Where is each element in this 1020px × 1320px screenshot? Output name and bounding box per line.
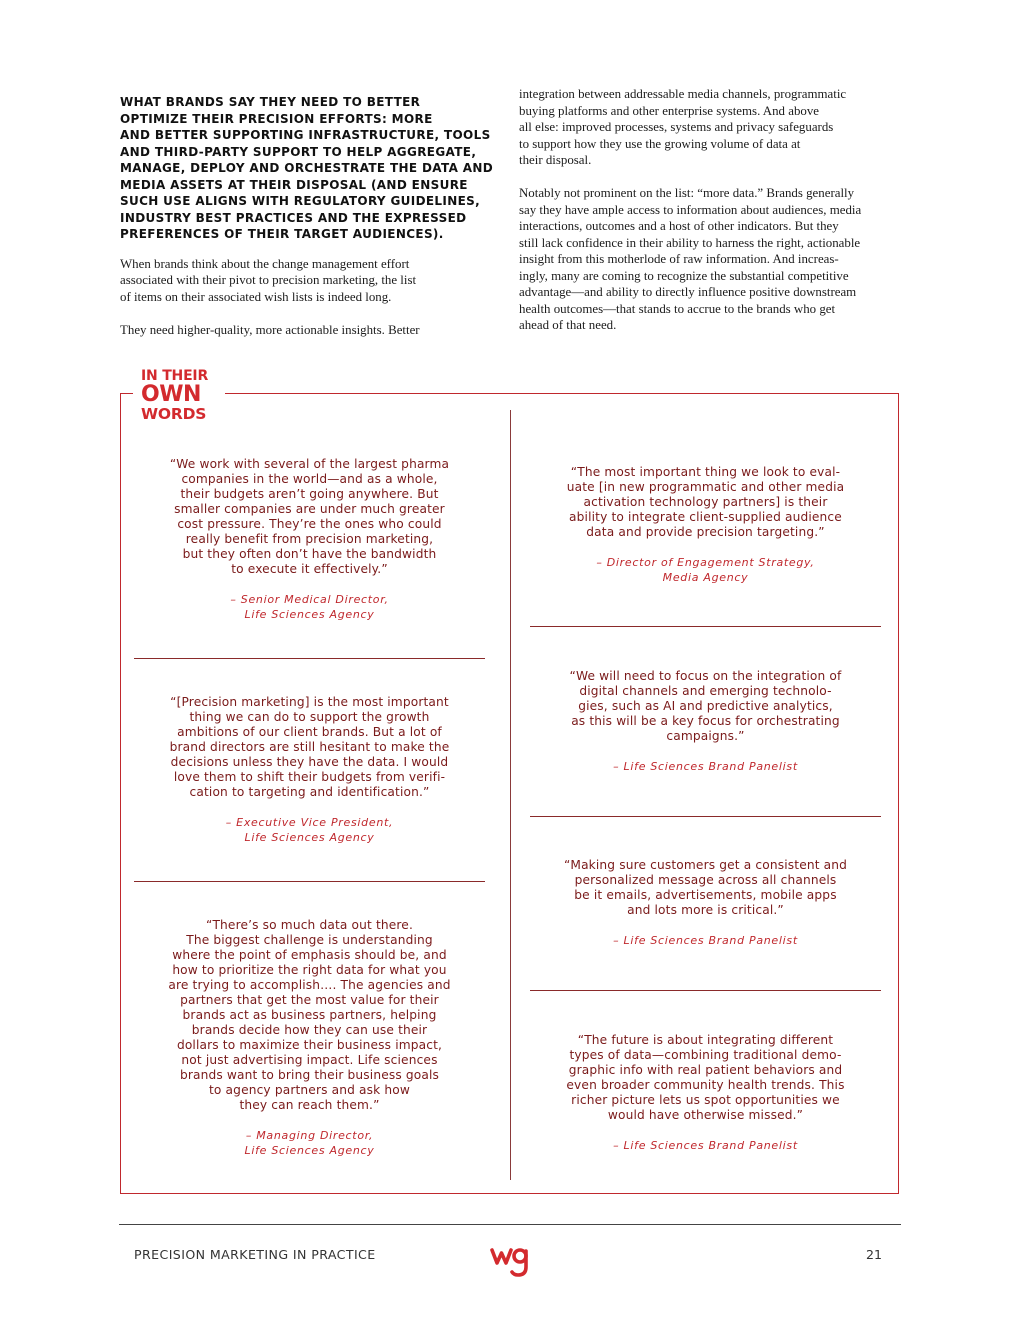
- quote-attribution: – Life Sciences Brand Panelist: [613, 1139, 798, 1152]
- quote-text: “We will need to focus on the integration of digital channels and emerging technolo- gies, such as AI and predictive analytics, as this will be a key focus for orchestrating campaigns.”: [569, 669, 842, 743]
- quote-attribution: – Executive Vice President, Life Sciences Agency: [225, 816, 394, 844]
- page-number: 21: [866, 1247, 883, 1262]
- column-divider: [510, 410, 511, 1180]
- quote-divider: [530, 990, 881, 991]
- quote-block: [134, 918, 485, 1158]
- quote-text: “Making sure customers get a consistent and personalized message across all channels be it emails, advertisements, mobile apps and lots more is critical.”: [563, 858, 848, 917]
- sidebar-heading-line: OWN: [141, 382, 201, 407]
- article-headline: WHAT BRANDS SAY THEY NEED TO BETTER OPTIMIZE THEIR PRECISION EFFORTS: MORE AND BETTER SUPPORTING INFRASTRUCTURE, TOOLS AND THIRD-PARTY SUPPORT TO HELP AGGREGATE, MANAGE, DEPLOY AND ORCHESTRATE THE DATA AND MEDIA ASSETS AT THEIR DISPOSAL (AND ENSURE SUCH USE ALIGNS WITH REGULATORY GUIDELINES, INDUSTRY BEST PRACTICES AND THE EXPRESSED PREFERENCES OF THEIR TARGET AUDIENCES).: [120, 95, 494, 241]
- quote-divider: [134, 881, 485, 882]
- quote-block: [530, 669, 881, 774]
- quote-attribution: – Managing Director, Life Sciences Agency: [244, 1129, 375, 1157]
- article-paragraph: integration between addressable media channels, programmatic buying platforms and other enterprise systems. And above all else: improved processes, systems and privacy safeguards to support how they use the growing volume of data at their disposal.: [519, 87, 847, 167]
- quote-divider: [530, 626, 881, 627]
- quote-attribution: – Life Sciences Brand Panelist: [613, 934, 798, 947]
- quote-block: [530, 858, 881, 948]
- quote-text: “The most important thing we look to eval- uate [in new programmatic and other media activation technology partners] is their ability to integrate client-supplied audience data and provide precision targeting.”: [566, 465, 845, 539]
- quote-text: “There’s so much data out there. The biggest challenge is understanding where the point of emphasis should be, and how to prioritize the right data for what you are trying to accomplish…. The agencies and partners that get the most value for their brands act as business partners, helping brands decide how they can use their dollars to maximize their business impact, not just advertising impact. Life sciences brands want to bring their business goals to agency partners and ask how they can reach them.”: [168, 918, 451, 1112]
- article-paragraph: They need higher-quality, more actionable insights. Better: [120, 322, 420, 337]
- sidebar-heading-line: WORDS: [141, 405, 207, 423]
- quote-text: “The future is about integrating different types of data—combining traditional demo- graphic info with real patient behaviors and even broader community health trends. This richer picture lets us spot opportunities we would have otherwise missed.”: [566, 1033, 845, 1122]
- footer-title: PRECISION MARKETING IN PRACTICE: [134, 1247, 376, 1262]
- quote-attribution: – Director of Engagement Strategy, Media Agency: [596, 556, 815, 584]
- quote-attribution: – Life Sciences Brand Panelist: [613, 760, 798, 773]
- quote-divider: [530, 816, 881, 817]
- quote-block: [530, 1033, 881, 1153]
- wg-logo-icon: [489, 1244, 533, 1278]
- sidebar-heading: [133, 366, 225, 424]
- article-paragraph: Notably not prominent on the list: “more data.” Brands generally say they have ample access to information about audiences, media interactions, outcomes and a host of other indicators. But they still lack confidence in their ability to harness the right, actionable insight from this motherlode of raw information. And increas- ingly, many are coming to recognize the substantial competitive advantage—and ability to directly influence positive downstream health outcomes—that stands to accrue to the brands who get ahead of that need.: [519, 186, 862, 332]
- quote-attribution: – Senior Medical Director, Life Sciences Agency: [230, 593, 389, 621]
- sidebar-heading-line: IN THEIR: [141, 368, 209, 384]
- footer-rule: [119, 1224, 901, 1225]
- quote-text: “We work with several of the largest pharma companies in the world—and as a whole, their budgets aren’t going anywhere. But smaller companies are under much greater cost pressure. They’re the ones who could really benefit from precision marketing, but they often don’t have the bandwidth to execute it effectively.”: [169, 457, 450, 576]
- quote-text: “[Precision marketing] is the most important thing we can do to support the growth ambitions of our client brands. But a lot of brand directors are still hesitant to make the decisions unless they have the data. I would love them to shift their budgets from verifi- cation to targeting and identification.”: [169, 695, 450, 799]
- article-right-column: [519, 86, 904, 350]
- quote-block: [134, 695, 485, 845]
- quote-divider: [134, 658, 485, 659]
- quote-block: [134, 457, 485, 622]
- quote-block: [530, 465, 881, 585]
- article-left-column: [120, 94, 500, 355]
- article-paragraph: When brands think about the change management effort associated with their pivot to precision marketing, the list of items on their associated wish lists is indeed long.: [120, 256, 417, 304]
